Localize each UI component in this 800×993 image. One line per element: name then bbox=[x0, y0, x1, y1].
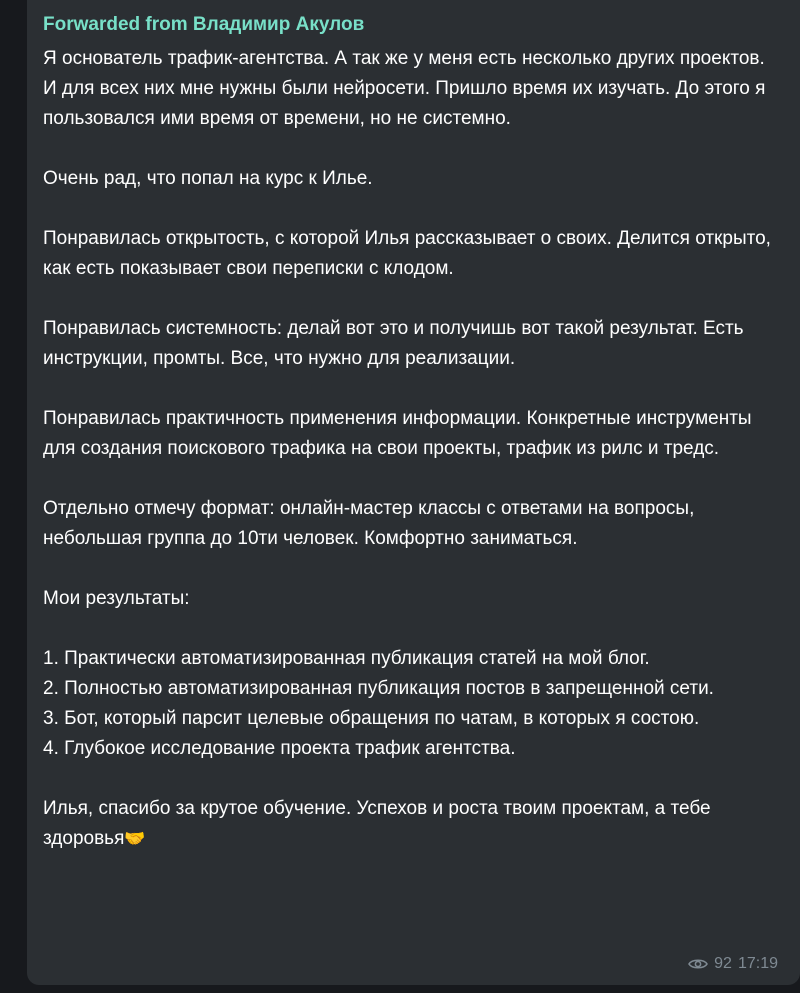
message-paragraph: Понравилась практичность применения информации. Конкретные инструменты для создания поискового трафика на свои проекты, трафик из рилс и тредс. bbox=[43, 408, 752, 459]
handshake-emoji: 🤝 bbox=[124, 829, 146, 848]
message-meta bbox=[688, 955, 778, 973]
list-item: 4. Глубокое исследование проекта трафик агентства. bbox=[43, 738, 516, 759]
list-item: 2. Полностью автоматизированная публикация постов в запрещенной сети. bbox=[43, 678, 714, 699]
list-item: 1. Практически автоматизированная публикация статей на мой блог. bbox=[43, 648, 650, 669]
message-paragraph: Очень рад, что попал на курс к Илье. bbox=[43, 168, 373, 189]
message-paragraph: Отдельно отмечу формат: онлайн-мастер классы с ответами на вопросы, небольшая группа до 10ти человек. Комфортно заниматься. bbox=[43, 498, 695, 549]
message-paragraph: Понравилась открытость, с которой Илья рассказывает о своих. Делится открыто, как есть показывает свои переписки с клодом. bbox=[43, 228, 771, 279]
message-paragraph: Я основатель трафик-агентства. А так же у меня есть несколько других проектов. И для всех них мне нужны были нейросети. Пришло время их изучать. До этого я пользовался ими время от времени, но не системно. bbox=[43, 48, 766, 129]
message-time: 17:19 bbox=[737, 955, 778, 972]
closing-paragraph bbox=[43, 794, 782, 854]
eye-icon bbox=[688, 957, 708, 971]
message-paragraph: Понравилась системность: делай вот это и получишь вот такой результат. Есть инструкции, промты. Все, что нужно для реализации. bbox=[43, 318, 744, 369]
forwarded-from-link[interactable]: Forwarded from Владимир Акулов bbox=[43, 14, 365, 35]
views-count: 92 bbox=[714, 955, 732, 972]
list-item: 3. Бот, который парсит целевые обращения по чатам, в которых я состою. bbox=[43, 708, 700, 729]
message-bubble[interactable] bbox=[27, 0, 800, 985]
results-list bbox=[43, 644, 782, 764]
closing-text: Илья, спасибо за крутое обучение. Успехов и роста твоим проектам, а тебе здоровья bbox=[43, 798, 711, 849]
results-heading: Мои результаты: bbox=[43, 588, 190, 609]
